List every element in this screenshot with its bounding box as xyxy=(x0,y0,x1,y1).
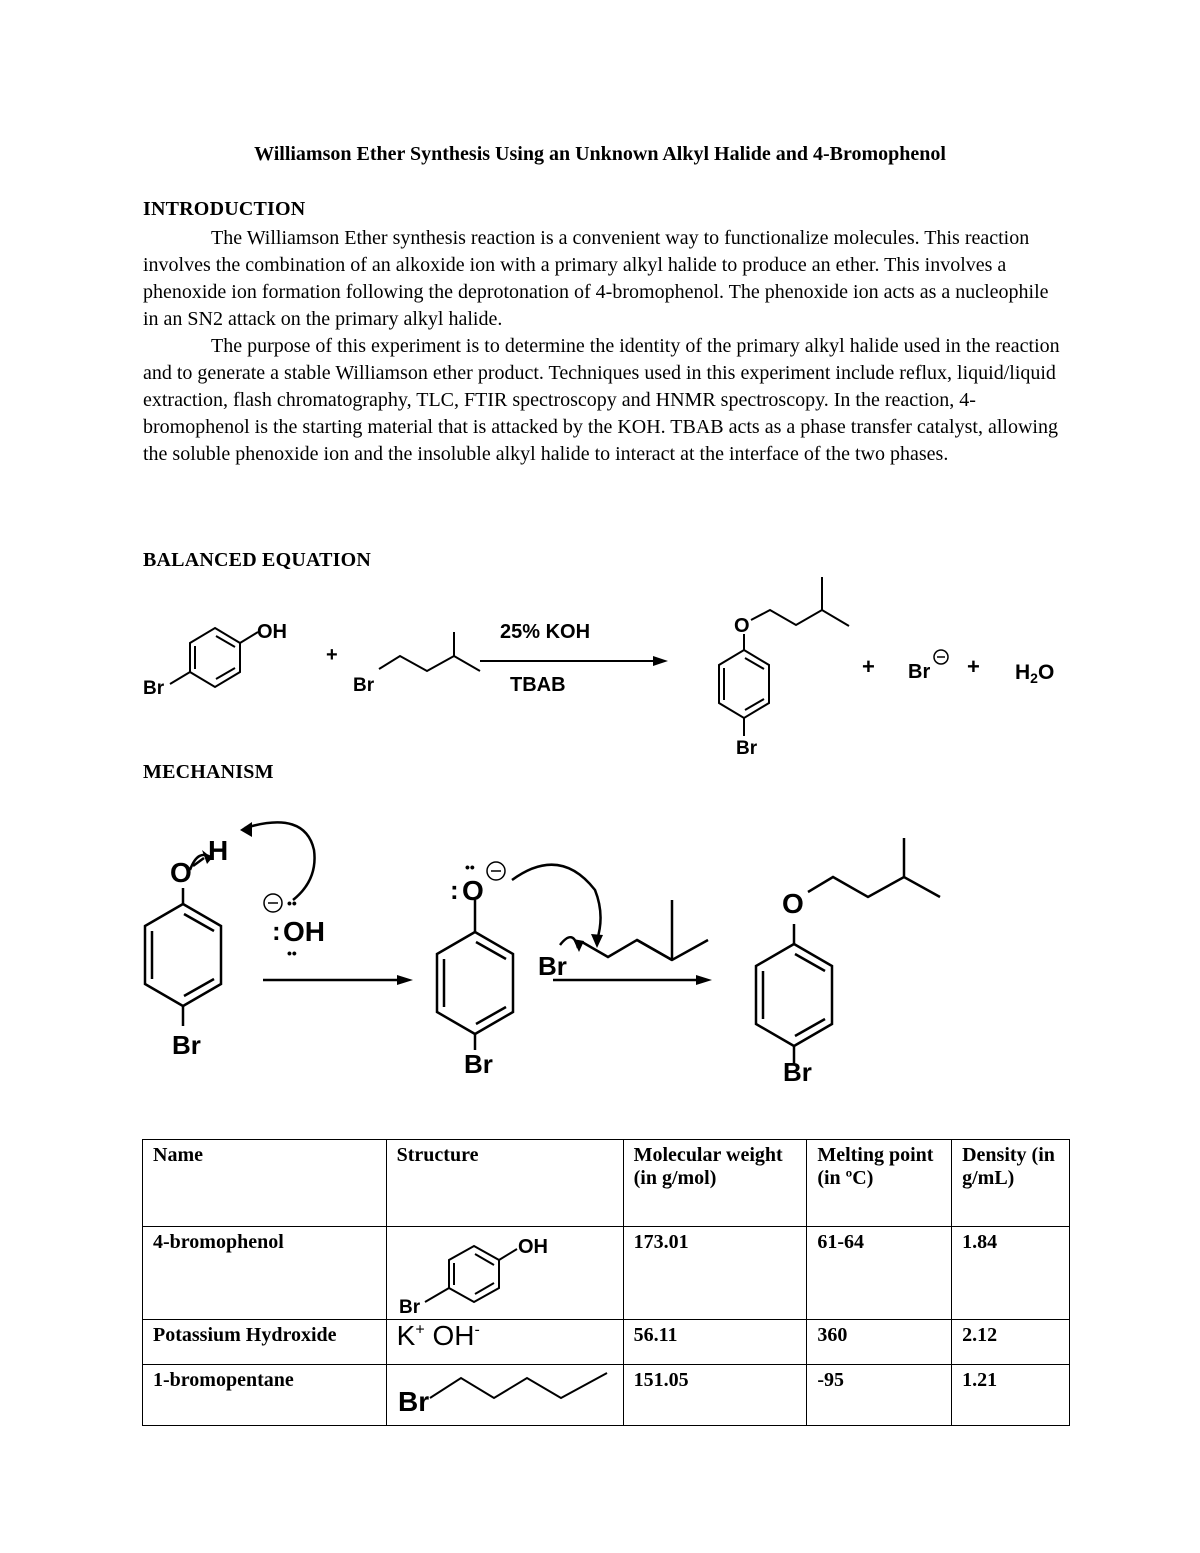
table-row xyxy=(143,1227,1070,1320)
table-row xyxy=(143,1365,1070,1426)
arrowhead-curved-2 xyxy=(240,822,252,837)
product-bromine-label: Br xyxy=(736,738,758,759)
product-ring xyxy=(719,650,769,718)
reagent-koh: 25% KOH xyxy=(500,621,591,643)
arrowhead-curved-3 xyxy=(591,934,603,948)
balanced-equation-scheme xyxy=(0,570,1200,770)
document-title: Williamson Ether Synthesis Using an Unknown Alkyl Halide and 4-Bromophenol xyxy=(254,143,946,165)
header-structure: Structure xyxy=(386,1140,623,1227)
potassium-hydroxide-formula: K+ OH- xyxy=(396,1320,480,1351)
introduction-paragraph-1: The Williamson Ether synthesis reaction is a convenient way to functionalize molecules. This reaction involves the combination of an alkoxide ion with a primary alkyl halide to produce an ether. This involves a phenoxide ion formation following the deprotonation of 4-bromophenol. The phenoxide ion acts as a nucleophile in an SN2 attack on the primary alkyl halide. xyxy=(143,227,1049,330)
mech-bromine-3: Br xyxy=(783,1057,812,1087)
introduction-paragraph-2: The purpose of this experiment is to determine the identity of the primary alkyl halide used in the reaction and to generate a stable Williamson ether product. Techniques used in this experiment include reflux, liquid/liquid extraction, flash chromatography, TLC, FTIR spectroscopy and HNMR spectroscopy. In the reaction, 4-bromophenol is the starting material that is attacked by the KOH. TBAB acts as a phase transfer catalyst, allowing the soluble phenoxide ion and the insoluble alkyl halide to interact at the interface of the two phases. xyxy=(143,335,1060,465)
arrowhead-curved-4 xyxy=(573,939,584,952)
plus-sign: + xyxy=(326,644,338,666)
isopentyl-bromide-chain xyxy=(379,656,480,671)
mech-oxygen-1: O xyxy=(170,857,192,888)
cell-density: 2.12 xyxy=(952,1320,1070,1365)
mech-hydrogen: H xyxy=(208,835,229,866)
mech-ring-3 xyxy=(756,944,832,1046)
curved-arrow-2 xyxy=(245,822,315,900)
bromopentane-structure xyxy=(387,1365,623,1423)
hydroxyl-label: OH xyxy=(257,621,287,643)
mechanism-scheme xyxy=(0,800,1200,1100)
cell-melting-point: 61-64 xyxy=(807,1227,952,1320)
ether-oxygen-label: O xyxy=(734,615,750,637)
cell-name: 4-bromophenol xyxy=(143,1227,387,1320)
mech-bromine-2: Br xyxy=(464,1049,493,1079)
balanced-equation-heading: BALANCED EQUATION xyxy=(143,549,372,571)
mech-ring-2 xyxy=(437,932,513,1034)
header-name: Name xyxy=(143,1140,387,1227)
properties-table xyxy=(142,1139,1070,1426)
introduction-body xyxy=(143,225,1063,468)
bromophenol-ring xyxy=(190,628,240,687)
lone-pair-dots: •• xyxy=(465,859,475,875)
plus-sign: + xyxy=(967,654,980,679)
water-label: H2O xyxy=(1015,661,1055,686)
cell-molecular-weight: 173.01 xyxy=(623,1227,807,1320)
bromine-label: Br xyxy=(143,678,165,699)
lone-pair-dots: •• xyxy=(287,945,297,961)
plus-sign: + xyxy=(862,654,875,679)
reagent-tbab: TBAB xyxy=(510,674,566,696)
cell-density: 1.84 xyxy=(952,1227,1070,1320)
mech-ring-1 xyxy=(145,904,221,1006)
arrowhead-2 xyxy=(696,975,712,985)
struct-oh-label: OH xyxy=(517,1236,548,1258)
mech-product-chain xyxy=(808,877,940,897)
cell-density: 1.21 xyxy=(952,1365,1070,1426)
introduction-heading: INTRODUCTION xyxy=(143,198,306,220)
cell-structure xyxy=(386,1365,623,1426)
lone-pair-colon: : xyxy=(272,916,281,946)
alkyl-bromine-label: Br xyxy=(353,675,375,696)
cell-molecular-weight: 56.11 xyxy=(623,1320,807,1365)
cell-name: Potassium Hydroxide xyxy=(143,1320,387,1365)
product-chain xyxy=(751,610,849,626)
header-molecular-weight: Molecular weight (in g/mol) xyxy=(623,1140,807,1227)
mech-bromine-1: Br xyxy=(172,1030,201,1060)
cell-structure xyxy=(386,1320,623,1365)
hydroxide-label: OH xyxy=(283,916,325,947)
table-header-row xyxy=(143,1140,1070,1227)
cell-melting-point: 360 xyxy=(807,1320,952,1365)
mech-alkyl-chain xyxy=(582,940,708,960)
header-density: Density (in g/mL) xyxy=(952,1140,1070,1227)
bromide-ion-label: Br xyxy=(908,661,931,683)
cell-name: 1-bromopentane xyxy=(143,1365,387,1426)
bromophenol-structure xyxy=(387,1227,623,1319)
mechanism-heading: MECHANISM xyxy=(143,761,274,783)
struct-br-label: Br xyxy=(397,1386,429,1417)
struct-br-label: Br xyxy=(398,1297,420,1318)
cell-molecular-weight: 151.05 xyxy=(623,1365,807,1426)
mech-oxygen-3: O xyxy=(782,888,804,919)
header-melting-point: Melting point (in ºC) xyxy=(807,1140,952,1227)
cell-structure xyxy=(386,1227,623,1320)
reaction-arrowhead xyxy=(653,656,668,666)
lone-pair-dots: •• xyxy=(287,895,297,911)
mech-alkyl-bromine: Br xyxy=(538,951,567,981)
table-row xyxy=(143,1320,1070,1365)
mech-oxygen-2: O xyxy=(462,875,484,906)
cell-melting-point: -95 xyxy=(807,1365,952,1426)
curved-arrow-3 xyxy=(512,865,601,940)
arrowhead-1 xyxy=(397,975,413,985)
lone-pair-colon: : xyxy=(450,875,459,905)
